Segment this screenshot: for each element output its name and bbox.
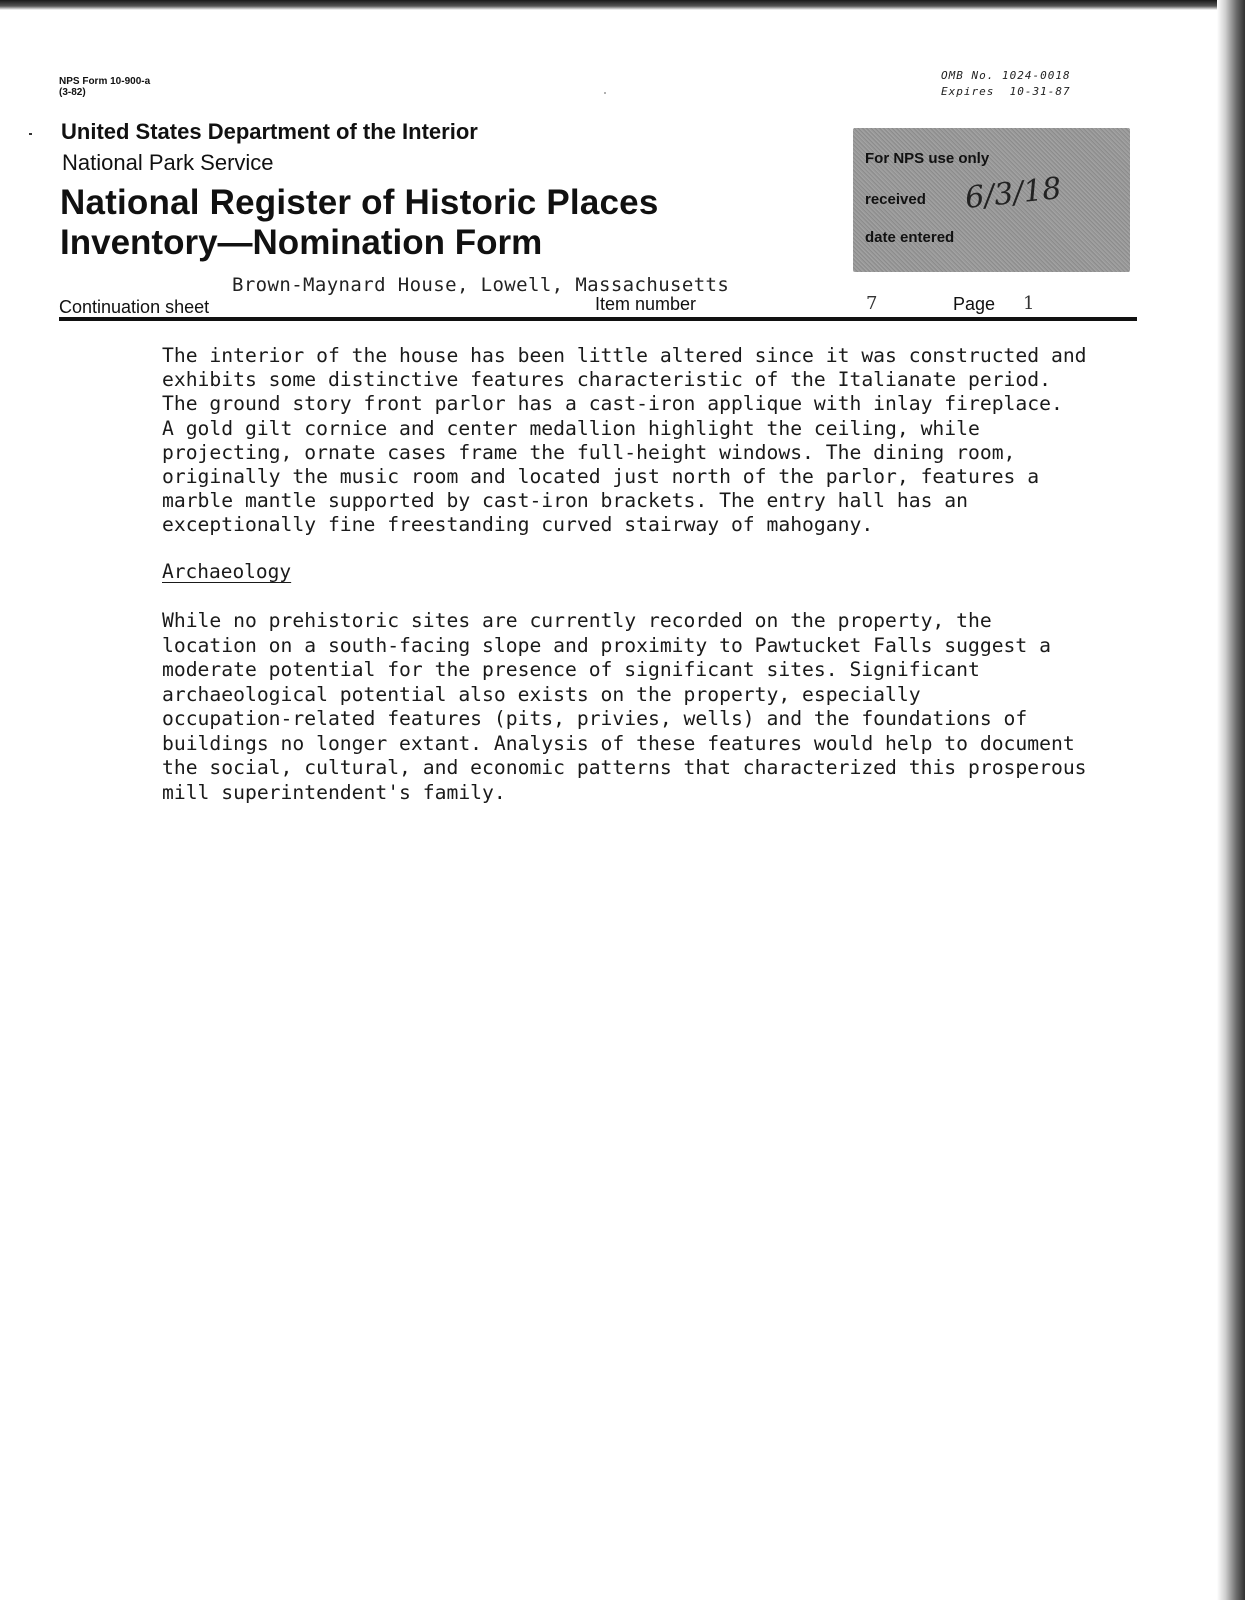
omb-expires: Expires 10-31-87 bbox=[941, 85, 1071, 98]
scan-speck bbox=[604, 92, 606, 94]
received-label: received bbox=[865, 191, 926, 208]
archaeology-heading: Archaeology bbox=[162, 560, 292, 583]
form-title-line1: National Register of Historic Places bbox=[60, 183, 659, 222]
page-number-value: 1 bbox=[1023, 293, 1035, 314]
item-number-label: Item number bbox=[595, 294, 697, 314]
received-date-handwritten: 6/3/18 bbox=[963, 171, 1064, 216]
form-revision: (3-82) bbox=[59, 87, 86, 98]
nps-use-only-label: For NPS use only bbox=[865, 150, 990, 167]
omb-number: OMB No. 1024-0018 bbox=[941, 69, 1071, 82]
date-entered-label: date entered bbox=[865, 229, 955, 246]
scan-edge-top bbox=[0, 0, 1245, 10]
service-name: National Park Service bbox=[62, 150, 274, 175]
item-number-value: 7 bbox=[866, 293, 878, 314]
department-name: United States Department of the Interior bbox=[61, 119, 478, 144]
page-label: Page bbox=[953, 294, 996, 314]
form-number-block bbox=[59, 76, 150, 98]
scan-edge-right bbox=[1217, 0, 1245, 1600]
property-name: Brown-Maynard House, Lowell, Massachusetts bbox=[232, 274, 730, 296]
archaeology-paragraph: While no prehistoric sites are currently recorded on the property, the location on a south-facing slope and proximity to Pawtucket Falls suggest a moderate potential for the presence of significant sites. Significant archaeological potential also exists on the property, especially occupation-related features (pits, privies, wells) and the foundations of buildings no longer extant. Analysis of these features would help to document the social, cultural, and economic patterns that characterized this prosperous mill superintendent's family. bbox=[162, 609, 1087, 804]
scan-mark bbox=[29, 133, 32, 135]
continuation-sheet-label: Continuation sheet bbox=[59, 297, 210, 317]
form-number: NPS Form 10-900-a bbox=[59, 76, 151, 87]
omb-block bbox=[941, 68, 1071, 100]
form-title-line2: Inventory—Nomination Form bbox=[60, 223, 543, 262]
interior-description-paragraph: The interior of the house has been little altered since it was constructed and exhibits some distinctive features characteristic of the Italianate period. The ground story front parlor has a cast-iron applique with inlay fireplace. A gold gilt cornice and center medallion highlight the ceiling, while projecting, ornate cases frame the full-height windows. The dining room, originally the music room and located just north of the parlor, features a marble mantle supported by cast-iron brackets. The entry hall has an exceptionally fine freestanding curved stairway of mahogany. bbox=[162, 344, 1087, 537]
header-divider bbox=[59, 317, 1137, 321]
